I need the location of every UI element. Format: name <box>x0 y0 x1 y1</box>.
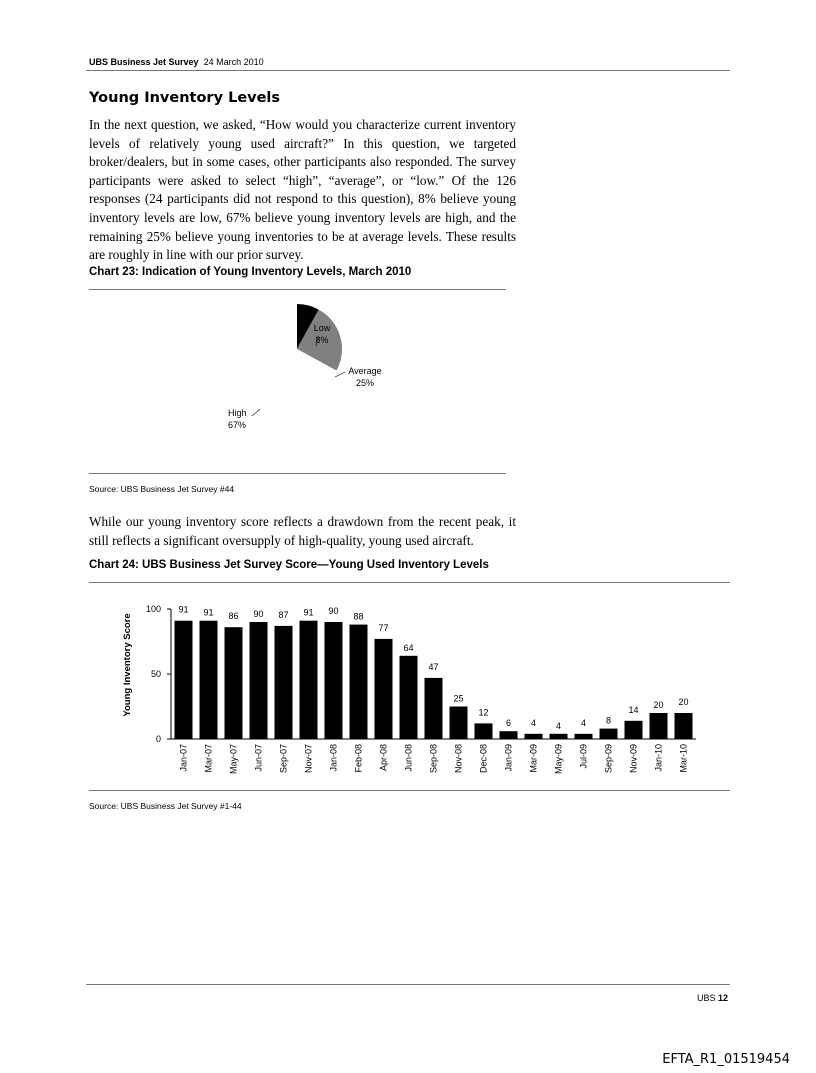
bar-sep-08 <box>425 678 443 739</box>
section-title: Young Inventory Levels <box>89 90 281 106</box>
chart23-bottom-rule <box>89 473 506 474</box>
chart24-bottom-rule <box>89 790 730 791</box>
pie-label-high-name: High <box>228 408 247 418</box>
x-tick-label: Apr-08 <box>378 744 389 772</box>
bar-value-label: 6 <box>505 718 512 729</box>
bar-value-label: 14 <box>628 704 639 715</box>
bar-value-label: 88 <box>353 611 364 622</box>
x-tick-label: Feb-08 <box>353 744 364 773</box>
x-tick-label: Jan-09 <box>503 744 514 772</box>
bar-value-label: 4 <box>530 717 537 728</box>
x-tick-label: Sep-09 <box>603 744 614 774</box>
pie-label-average-name: Average <box>348 366 382 376</box>
bar-value-label: 91 <box>178 604 189 615</box>
header-rule <box>86 70 730 71</box>
x-tick-label: Nov-08 <box>453 744 464 774</box>
body-paragraph-1: In the next question, we asked, “How would you characterize current inventory levels of relatively young used aircraft?” In this question, we targeted broker/dealers, but in some cases, other participants also responded. The survey participants were asked to select “high”, “average”, or “low.” Of the 126 responses (24 participants did not respond to this question), 8% believe young inventory levels are low, 67% believe young inventory levels are high, and the remaining 25% believe young inventories to be at average levels. These results are roughly in line with our prior survey. <box>89 117 516 263</box>
x-tick-label: Sep-07 <box>278 744 289 774</box>
bar-value-label: 12 <box>478 707 489 718</box>
pie-label-low <box>304 322 340 346</box>
bar-nov-09 <box>625 721 643 739</box>
bar-jan-08 <box>325 622 343 739</box>
bar-jan-09 <box>500 731 518 739</box>
bar-sep-07 <box>275 626 293 739</box>
bar-value-label: 4 <box>555 720 562 731</box>
x-tick-label: Dec-08 <box>478 744 489 774</box>
bar-feb-08 <box>350 625 368 739</box>
x-tick-label: May-09 <box>553 744 564 775</box>
x-tick-label: Jul-09 <box>578 744 589 769</box>
bar-mar-09 <box>525 734 543 739</box>
pie-label-high <box>228 407 254 431</box>
header-date: 24 March 2010 <box>203 57 264 67</box>
pie-label-average-value: 25% <box>355 378 374 388</box>
chart24-title: Chart 24: UBS Business Jet Survey Score—Young Used Inventory Levels <box>89 559 489 571</box>
chart23-title: Chart 23: Indication of Young Inventory Levels, March 2010 <box>89 266 412 278</box>
pie-label-average <box>343 365 387 389</box>
document-id: EFTA_R1_01519454 <box>662 1052 790 1067</box>
bar-value-label: 20 <box>653 700 664 710</box>
bar-value-label: 86 <box>228 611 239 622</box>
x-tick-label: Jan-07 <box>178 744 189 772</box>
bar-jun-07 <box>250 622 268 739</box>
y-tick-label: 0 <box>155 734 161 744</box>
page-footer <box>697 993 728 1003</box>
x-tick-label: Jan-08 <box>328 744 339 772</box>
bar-value-label: 20 <box>678 697 689 707</box>
bar-nov-08 <box>450 707 468 740</box>
bar-value-label: 90 <box>328 606 339 616</box>
page-header <box>89 57 264 67</box>
bar-jan-07 <box>175 621 193 739</box>
pie-label-high-value: 67% <box>228 420 247 430</box>
bar-dec-08 <box>475 723 493 739</box>
y-tick-label: 50 <box>150 669 161 679</box>
bar-value-label: 64 <box>403 642 414 653</box>
footer-rule <box>86 984 730 985</box>
bar-jan-10 <box>650 713 668 739</box>
pie-label-low-name: Low <box>313 323 331 333</box>
bar-value-label: 90 <box>253 609 264 619</box>
bar-value-label: 47 <box>428 661 439 672</box>
x-tick-label: Nov-09 <box>628 744 639 774</box>
page-number: 12 <box>717 993 728 1003</box>
chart24-top-rule <box>89 582 730 583</box>
bar-value-label: 8 <box>605 715 612 726</box>
bar-jun-08 <box>400 656 418 739</box>
x-tick-label: May-07 <box>228 744 239 775</box>
header-publication: UBS Business Jet Survey <box>89 57 199 67</box>
bar-value-label: 4 <box>580 717 587 728</box>
bar-may-07 <box>225 627 243 739</box>
chart24-source: Source: UBS Business Jet Survey #1-44 <box>89 801 242 811</box>
bar-nov-07 <box>300 621 318 739</box>
pie-label-low-value: 8% <box>315 335 329 345</box>
x-tick-label: Mar-10 <box>678 744 689 773</box>
chart23-pie <box>89 290 509 472</box>
bar-apr-08 <box>375 639 393 739</box>
bar-value-label: 91 <box>203 607 214 618</box>
bar-value-label: 25 <box>453 693 464 704</box>
x-tick-label: Sep-08 <box>428 744 439 774</box>
bar-mar-10 <box>675 713 693 739</box>
chart24-bar-chart <box>89 590 729 790</box>
y-tick-label: 100 <box>145 604 161 614</box>
bar-jul-09 <box>575 734 593 739</box>
footer-prefix: UBS <box>696 993 716 1003</box>
bar-value-label: 87 <box>278 609 289 620</box>
x-tick-label: Jun-08 <box>403 744 414 772</box>
x-tick-label: Mar-09 <box>528 744 539 773</box>
x-tick-label: Jun-07 <box>253 744 264 772</box>
x-tick-label: Mar-07 <box>203 744 214 773</box>
bar-value-label: 91 <box>303 607 314 618</box>
body-paragraph-2: While our young inventory score reflects a drawdown from the recent peak, it still reflects a significant oversupply of high-quality, young used aircraft. <box>89 514 516 548</box>
bar-may-09 <box>550 734 568 739</box>
chart24-ylabel: Young Inventory Score <box>122 613 133 717</box>
bar-mar-07 <box>200 621 218 739</box>
chart23-source: Source: UBS Business Jet Survey #44 <box>89 484 235 494</box>
bar-value-label: 77 <box>378 622 389 633</box>
x-tick-label: Jan-10 <box>653 744 664 772</box>
x-tick-label: Nov-07 <box>303 744 314 774</box>
bar-sep-09 <box>600 729 618 739</box>
